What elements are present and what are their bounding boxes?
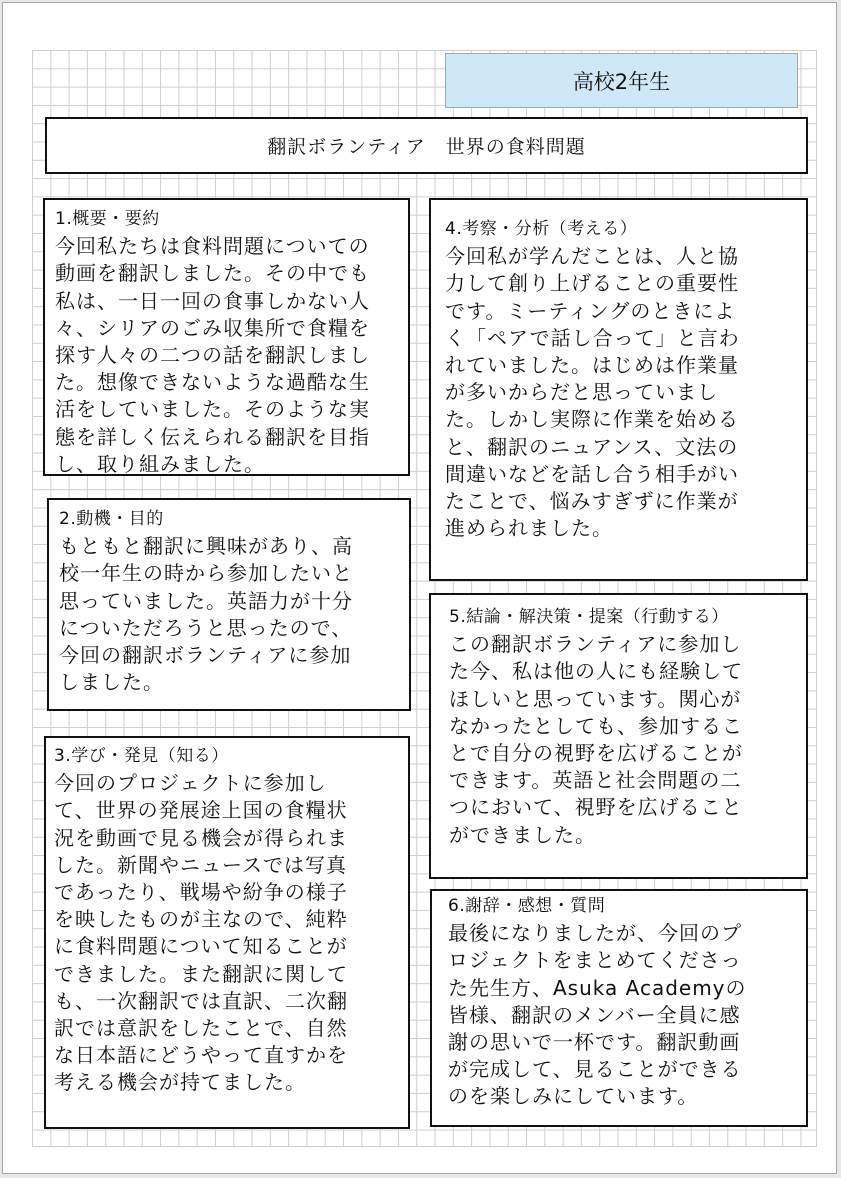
- section-heading: 5.結論・解決策・提案（行動する）: [449, 607, 729, 627]
- section-motivation: [47, 498, 411, 711]
- text-line: 況を動画で見る機会が得られま: [54, 825, 348, 850]
- text-line: 皆様、翻訳のメンバー全員に感: [448, 1002, 741, 1027]
- text-line: れていました。はじめは作業量: [445, 353, 739, 378]
- text-line: た。想像できないような過酷な生: [55, 370, 370, 395]
- text-line: もともと翻訳に興味があり、高: [59, 534, 353, 559]
- text-line: に食料問題について知ることが: [54, 934, 348, 959]
- text-line: た。しかし実際に作業を始める: [445, 407, 739, 432]
- text-line: 今回のプロジェクトに参加し: [54, 771, 327, 796]
- section-body: [59, 533, 401, 696]
- text-line: ロジェクトをまとめてくださっ: [448, 948, 742, 973]
- text-line: を映したものが主なので、純粋: [54, 907, 348, 932]
- text-line: が多いからだと思っていまし: [445, 380, 718, 405]
- text-line: のを楽しみにしています。: [448, 1084, 699, 1109]
- text-line: 私は、一日一回の食事しかない人: [55, 288, 370, 313]
- text-line: て、世界の発展途上国の食糧状: [54, 798, 348, 823]
- text-line: な日本語にどうやって直すかを: [54, 1043, 348, 1068]
- text-line: 力して創り上げることの重要性: [445, 271, 739, 296]
- text-line: と、翻訳のニュアンス、文法の: [445, 434, 739, 459]
- text-line: 今回私たちは食料問題についての: [55, 234, 370, 259]
- section-learning: [44, 736, 410, 1129]
- section-body: [445, 243, 798, 542]
- report-title: 翻訳ボランティア 世界の食料問題: [45, 117, 808, 174]
- text-line: たことで、悩みすぎずに作業が: [445, 489, 739, 514]
- text-line: しました。: [59, 670, 164, 695]
- text-line: した。新聞やニュースでは写真: [54, 852, 347, 877]
- text-line: できました。また翻訳に関して: [54, 961, 348, 986]
- section-conclusion: [429, 593, 808, 879]
- text-line: し、取り組みました。: [55, 451, 265, 476]
- text-line: 思っていました。英語力が十分: [59, 588, 353, 613]
- section-analysis: [429, 198, 808, 581]
- text-line: 動画を翻訳しました。その中でも: [55, 261, 370, 286]
- text-line: 訳では意訳をしたことで、自然: [54, 1016, 348, 1041]
- section-body: [448, 920, 800, 1110]
- text-line: た先生方、Asuka Academyの: [448, 975, 747, 1000]
- text-line: であったり、戦場や紛争の様子: [54, 880, 348, 905]
- text-line: く「ペアで話し合って」と言わ: [445, 325, 740, 350]
- section-acknowledgements: [430, 889, 808, 1127]
- text-line: 今回の翻訳ボランティアに参加: [59, 643, 352, 668]
- section-heading: 4.考察・分析（考える）: [445, 219, 638, 239]
- text-line: 活をしていました。そのような実: [55, 397, 370, 422]
- text-line: 進められました。: [445, 516, 613, 541]
- text-line: 探す人々の二つの話を翻訳しまし: [55, 343, 370, 368]
- section-heading: 1.概要・要約: [55, 209, 160, 229]
- text-line: 間違いなどを話し合う相手がい: [445, 461, 739, 486]
- text-line: 々、シリアのごみ収集所で食糧を: [55, 315, 370, 340]
- section-summary: [43, 198, 410, 476]
- text-line: 考える機会が持てました。: [54, 1070, 306, 1095]
- text-line: なかったとしても、参加するこ: [449, 713, 743, 738]
- text-line: できます。英語と社会問題の二: [449, 768, 742, 793]
- section-body: [55, 233, 400, 476]
- text-line: ができました。: [449, 822, 596, 847]
- text-line: 校一年生の時から参加したいと: [59, 561, 353, 586]
- section-heading: 3.学び・発見（知る）: [54, 746, 229, 766]
- section-heading: 6.謝辞・感想・質問: [448, 896, 606, 916]
- text-line: が完成して、見ることができる: [448, 1057, 742, 1082]
- text-line: 謝の思いで一杯です。翻訳動画: [448, 1030, 741, 1055]
- text-line: た今、私は他の人にも経験して: [449, 659, 743, 684]
- text-line: 今回私が学んだことは、人と協: [445, 244, 739, 269]
- section-heading: 2.動機・目的: [59, 509, 164, 529]
- grade-label: 高校2年生: [445, 53, 798, 108]
- text-line: も、一次翻訳では直訳、二次翻: [54, 988, 348, 1013]
- text-line: とで自分の視野を広げることが: [449, 741, 743, 766]
- text-line: 最後になりましたが、今回のプ: [448, 921, 742, 946]
- text-line: についただろうと思ったので、: [59, 615, 353, 640]
- text-line: 態を詳しく伝えられる翻訳を目指: [55, 424, 370, 449]
- text-line: です。ミーティングのときによ: [445, 298, 736, 323]
- text-line: ほしいと思っています。関心が: [449, 686, 742, 711]
- text-line: つにおいて、視野を広げること: [449, 795, 743, 820]
- text-line: この翻訳ボランティアに参加し: [449, 632, 742, 657]
- section-body: [449, 631, 800, 849]
- section-body: [54, 770, 400, 1096]
